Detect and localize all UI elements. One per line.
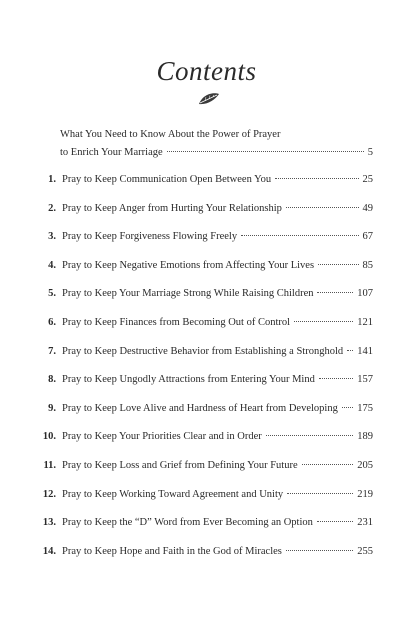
chapter-title: Pray to Keep Loss and Grief from Defining Your Future: [62, 460, 298, 471]
chapter-number: 3.: [48, 231, 56, 243]
dot-leader: [342, 407, 353, 408]
chapter-number: 6.: [48, 317, 56, 328]
dot-leader: [266, 435, 353, 436]
chapter-leader: [62, 372, 373, 388]
chapter-page-number: 25: [362, 174, 373, 185]
chapter-page-number: 175: [357, 402, 373, 414]
chapter-number: 12.: [42, 488, 56, 500]
chapter-number: 1.: [48, 174, 56, 185]
chapter-number: 4.: [48, 259, 56, 271]
dot-leader: [317, 521, 353, 522]
chapter-leader: [62, 286, 373, 302]
chapter-leader: [62, 401, 373, 417]
dot-leader: [241, 235, 358, 236]
chapter-title: Pray to Keep Finances from Becoming Out of Control: [62, 317, 291, 328]
chapter-leader: [62, 544, 373, 560]
chapter-number: 5.: [48, 288, 56, 300]
chapter-title: Pray to Keep Anger from Hurting Your Relationship: [62, 202, 282, 214]
chapter-leader: [62, 172, 373, 188]
chapter-title: Pray to Keep Love Alive and Hardness of Heart from Developing: [62, 402, 338, 414]
toc-entry[interactable]: [0, 544, 413, 560]
chapter-leader: [62, 515, 373, 531]
chapter-page-number: 219: [357, 488, 373, 500]
chapter-page-number: 141: [357, 345, 373, 357]
chapter-title: Pray to Keep Communication Open Between You: [62, 174, 272, 185]
toc-entry[interactable]: [0, 258, 413, 274]
chapter-number: 14.: [42, 545, 56, 557]
toc-entry[interactable]: [0, 172, 413, 188]
chapter-page-number: 205: [357, 460, 373, 471]
chapter-title: Pray to Keep Destructive Behavior from Establishing a Stronghold: [62, 345, 344, 357]
toc-entry[interactable]: [0, 429, 413, 445]
chapter-title: Pray to Keep Working Toward Agreement and Unity: [62, 488, 284, 500]
chapter-title: Pray to Keep Hope and Faith in the God of Miracles: [62, 545, 282, 557]
dot-leader: [347, 350, 353, 351]
dot-leader: [317, 292, 353, 293]
chapter-number: 7.: [48, 345, 56, 357]
toc-entry[interactable]: [0, 487, 413, 503]
chapter-leader: [62, 458, 373, 474]
toc-entry[interactable]: [0, 344, 413, 360]
chapter-page-number: 49: [362, 202, 373, 214]
chapter-title: Pray to Keep Forgiveness Flowing Freely: [62, 231, 238, 243]
toc-entry[interactable]: [0, 315, 413, 331]
chapter-page-number: 189: [357, 431, 373, 443]
chapter-number: 2.: [48, 202, 56, 214]
chapter-number: 9.: [48, 402, 56, 414]
toc-entry[interactable]: [0, 372, 413, 388]
toc-entry[interactable]: [0, 515, 413, 531]
dot-leader: [286, 550, 353, 551]
intro-entry[interactable]: [60, 126, 373, 162]
dot-leader: [287, 493, 353, 494]
dot-leader: [319, 378, 353, 379]
chapter-page-number: 157: [357, 374, 373, 386]
toc-entry[interactable]: [0, 458, 413, 474]
dot-leader: [275, 178, 358, 179]
intro-leader: [60, 144, 373, 162]
intro-title-line2: to Enrich Your Marriage: [60, 147, 163, 158]
chapter-number: 8.: [48, 374, 56, 386]
toc-entry[interactable]: [0, 401, 413, 417]
chapter-leader: [62, 229, 373, 245]
dot-leader: [294, 321, 353, 322]
chapter-title: Pray to Keep the “D” Word from Ever Becoming an Option: [62, 517, 313, 529]
toc-entry[interactable]: [0, 286, 413, 302]
toc-entry[interactable]: [0, 229, 413, 245]
chapter-page-number: 231: [357, 517, 373, 529]
chapter-title: Pray to Keep Your Priorities Clear and in Order: [62, 431, 262, 443]
chapter-leader: [62, 201, 373, 217]
intro-title-line1: What You Need to Know About the Power of Prayer: [60, 129, 281, 140]
chapter-page-number: 67: [362, 231, 373, 243]
leaf-ornament-icon: [197, 92, 221, 106]
chapter-page-number: 85: [362, 259, 373, 271]
chapter-leader: [62, 487, 373, 503]
chapter-number: 10.: [42, 431, 56, 443]
chapter-title: Pray to Keep Ungodly Attractions from Entering Your Mind: [62, 374, 315, 386]
chapter-number: 13.: [42, 517, 56, 529]
chapter-leader: [62, 344, 373, 360]
chapter-title: Pray to Keep Your Marriage Strong While Raising Children: [62, 288, 314, 300]
chapter-page-number: 107: [357, 288, 373, 300]
chapter-page-number: 121: [357, 317, 373, 328]
dot-leader: [318, 264, 358, 265]
chapter-title: Pray to Keep Negative Emotions from Affecting Your Lives: [62, 259, 315, 271]
page-title: Contents: [156, 56, 257, 86]
chapter-leader: [62, 315, 373, 331]
toc-entry[interactable]: [0, 201, 413, 217]
intro-page-number: 5: [367, 147, 373, 158]
dot-leader: [167, 151, 364, 152]
dot-leader: [302, 464, 354, 465]
chapter-number: 11.: [43, 460, 56, 471]
chapter-leader: [62, 258, 373, 274]
chapter-page-number: 255: [357, 545, 373, 557]
chapter-leader: [62, 429, 373, 445]
dot-leader: [286, 207, 359, 208]
